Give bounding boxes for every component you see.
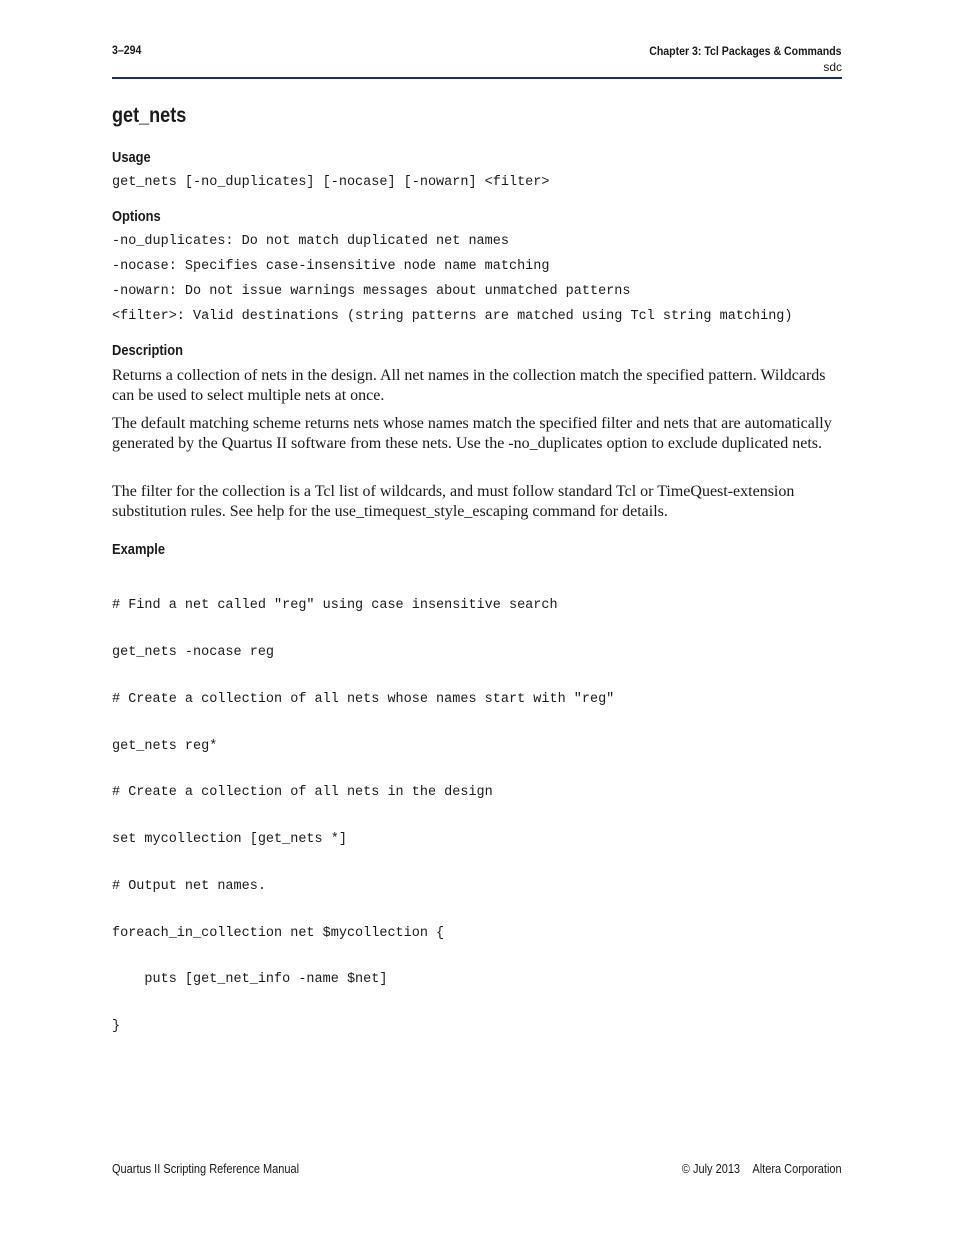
option-nowarn: -nowarn: Do not issue warnings messages about unmatched patterns: [112, 284, 631, 299]
description-paragraph: The filter for the collection is a Tcl list of wildcards, and must follow standard Tcl or TimeQuest-extension substitution rules. See help for the use_timequest_style_escaping command for details.: [112, 483, 795, 520]
options-heading: Options: [112, 208, 161, 225]
code-line: # Create a collection of all nets in the design: [112, 785, 493, 801]
footer-manual-title: Quartus II Scripting Reference Manual: [112, 1162, 300, 1176]
option-filter: <filter>: Valid destinations (string patterns are matched using Tcl string matching): [112, 309, 793, 324]
description-paragraph: Returns a collection of nets in the design. All net names in the collection match the specified pattern. Wildcards can be used to select multiple nets at once.: [112, 367, 826, 404]
code-line: # Output net names.: [112, 878, 266, 894]
example-heading: Example: [112, 541, 166, 558]
page-number: 3–294: [112, 43, 142, 57]
description-heading: Description: [112, 342, 183, 359]
code-line: puts [get_net_info -name $net]: [112, 972, 388, 988]
code-line: foreach_in_collection net $mycollection {: [112, 925, 445, 941]
footer-company: Altera Corporation: [752, 1162, 842, 1176]
option-no-duplicates: -no_duplicates: Do not match duplicated net names: [112, 234, 509, 249]
footer-date: © July 2013: [682, 1162, 741, 1176]
chapter-title: Chapter 3: Tcl Packages & Commands: [649, 44, 842, 58]
description-paragraph: The default matching scheme returns nets whose names match the specified filter and nets that are automatically generated by the Quartus II software from these nets. Use the -no_duplicates option to exclude duplicated nets.: [112, 415, 832, 452]
code-line: get_nets reg*: [112, 738, 218, 754]
code-line: # Create a collection of all nets whose names start with "reg": [112, 691, 615, 707]
usage-syntax: get_nets [-no_duplicates] [-nocase] [-nowarn] <filter>: [112, 175, 550, 190]
code-line: get_nets -nocase reg: [112, 644, 275, 660]
code-line: }: [112, 1019, 121, 1035]
option-nocase: -nocase: Specifies case-insensitive node name matching: [112, 259, 550, 274]
footer-copyright: [682, 1162, 842, 1176]
running-header: [623, 43, 842, 75]
header-rule: [112, 77, 842, 79]
section-name: sdc: [823, 60, 842, 74]
usage-heading: Usage: [112, 149, 151, 166]
command-title: get_nets: [112, 104, 187, 127]
code-line: set mycollection [get_nets *]: [112, 832, 347, 848]
document-page: [112, 0, 842, 1235]
code-line: # Find a net called "reg" using case insensitive search: [112, 598, 558, 614]
example-code-block: [112, 567, 614, 1066]
